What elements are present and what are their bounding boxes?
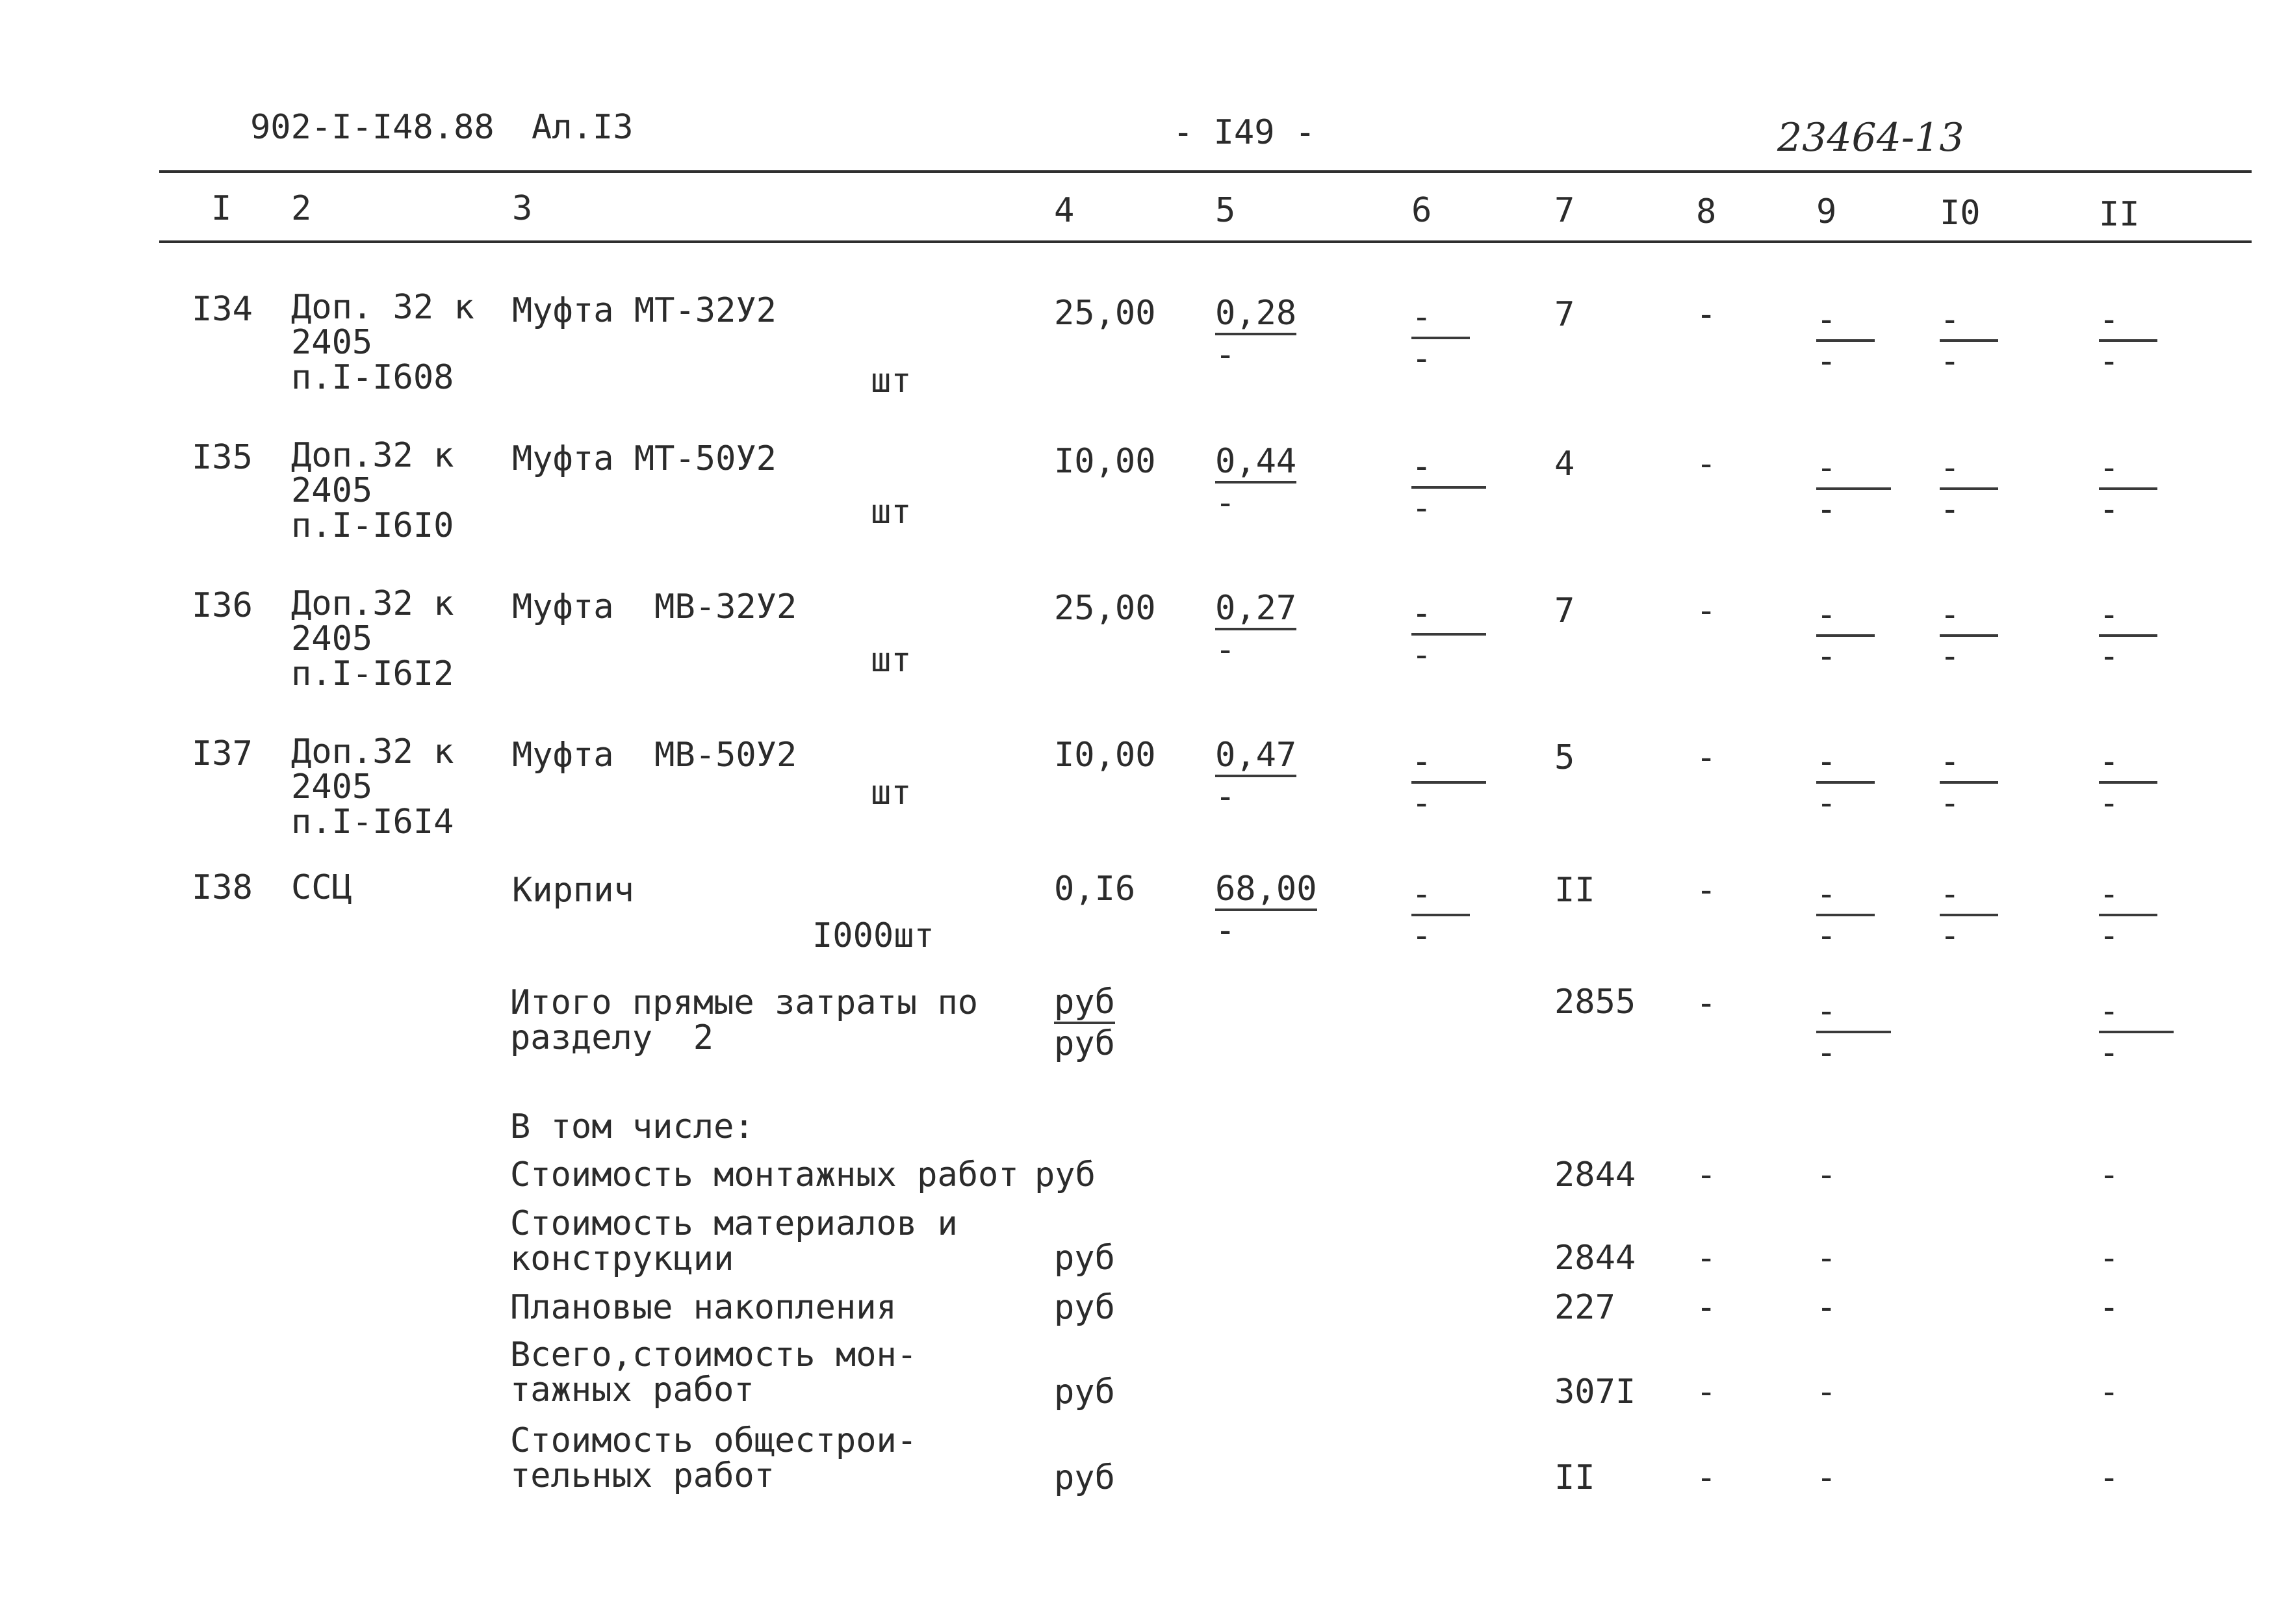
- row-col7: II: [1554, 871, 1595, 910]
- col-header-8: 8: [1696, 192, 1717, 231]
- row-col9: - -: [1816, 303, 1875, 378]
- price-dash: -: [1215, 777, 1236, 816]
- summary-col8: -: [1696, 1458, 1717, 1497]
- row-col9: - -: [1816, 877, 1875, 953]
- row-col10: - -: [1940, 451, 1998, 526]
- row-col9: - -: [1816, 598, 1875, 673]
- summary-col8: -: [1696, 1373, 1717, 1411]
- summary-label: Плановые накопления: [510, 1288, 897, 1327]
- row-name: Муфта МВ-32У2: [512, 587, 797, 626]
- col-header-4: 4: [1054, 191, 1075, 230]
- summary-col8: -: [1696, 1288, 1717, 1327]
- row-quantity: I0,00: [1054, 736, 1156, 775]
- header-top-rule: [159, 170, 2252, 173]
- doc-code: 902-I-I48.88: [250, 108, 495, 147]
- row-col10: - -: [1940, 303, 1998, 378]
- row-price: [1215, 591, 1296, 667]
- row-unit: шт: [871, 773, 912, 812]
- row-number: I35: [192, 438, 253, 477]
- summary-col9: -: [1816, 1373, 1837, 1411]
- price-dash: -: [1215, 630, 1236, 669]
- summary-unit: руб: [1054, 1373, 1115, 1411]
- price-value: 0,47: [1215, 738, 1296, 777]
- total-unit: руб руб: [1054, 983, 1115, 1063]
- row-unit: шт: [871, 361, 912, 400]
- total-col9: - -: [1816, 994, 1891, 1070]
- summary-col11: -: [2099, 1458, 2120, 1497]
- total-label: Итого прямые затраты по разделу 2: [510, 983, 979, 1057]
- total-col8: -: [1696, 984, 1717, 1023]
- summary-col9: -: [1816, 1155, 1837, 1194]
- summary-col8: -: [1696, 1155, 1717, 1194]
- row-col7: 7: [1554, 295, 1575, 334]
- summary-col7: 227: [1554, 1288, 1615, 1327]
- row-col8: -: [1696, 295, 1717, 334]
- row-col7: 5: [1554, 738, 1575, 777]
- row-name: Муфта МВ-50У2: [512, 736, 797, 775]
- row-number: I38: [192, 868, 253, 907]
- row-col11: - -: [2099, 451, 2157, 526]
- summary-col11: -: [2099, 1239, 2120, 1278]
- price-value: 68,00: [1215, 872, 1317, 911]
- col-header-7: 7: [1554, 191, 1575, 230]
- summary-unit: руб: [1035, 1155, 1096, 1194]
- price-dash: -: [1215, 483, 1236, 522]
- row-col11: - -: [2099, 303, 2157, 378]
- row-col10: - -: [1940, 598, 1998, 673]
- row-col11: - -: [2099, 877, 2157, 953]
- summary-label: Стоимость монтажных работ: [510, 1155, 1019, 1194]
- row-col6: - -: [1411, 597, 1486, 672]
- including-label: В том числе:: [510, 1107, 754, 1146]
- summary-unit: руб: [1054, 1288, 1115, 1327]
- summary-col9: -: [1816, 1239, 1837, 1278]
- summary-col11: -: [2099, 1288, 2120, 1327]
- row-number: I37: [192, 734, 253, 773]
- row-basis: Доп. 32 к 2405 п.I-I608: [291, 288, 474, 397]
- summary-unit: руб: [1054, 1239, 1115, 1278]
- album-number: Ал.I3: [532, 108, 634, 147]
- summary-label: Стоимость общестрои- тельных работ: [510, 1421, 918, 1495]
- row-quantity: 25,00: [1054, 294, 1156, 333]
- price-value: 0,27: [1215, 591, 1296, 630]
- col-header-1: I: [211, 189, 232, 228]
- total-col11: - -: [2099, 994, 2174, 1070]
- col-header-6: 6: [1411, 191, 1432, 230]
- col-header-11: II: [2099, 195, 2140, 234]
- summary-col7: II: [1554, 1458, 1595, 1497]
- row-col6: - -: [1411, 300, 1470, 376]
- row-name: Муфта МТ-50У2: [512, 439, 777, 478]
- total-col7: 2855: [1554, 983, 1636, 1022]
- row-name: Кирпич: [512, 871, 634, 910]
- col-header-5: 5: [1215, 191, 1236, 230]
- row-price: [1215, 738, 1296, 814]
- row-quantity: 25,00: [1054, 589, 1156, 628]
- page-number: - I49 -: [1173, 113, 1316, 152]
- summary-col8: -: [1696, 1239, 1717, 1278]
- summary-col11: -: [2099, 1155, 2120, 1194]
- row-price: [1215, 870, 1317, 950]
- col-header-3: 3: [512, 189, 533, 228]
- summary-label: Всего,стоимость мон- тажных работ: [510, 1335, 918, 1410]
- summary-label: Стоимость материалов и конструкции: [510, 1204, 958, 1278]
- row-basis: ССЦ: [291, 868, 352, 907]
- row-basis: Доп.32 к 2405 п.I-I6I4: [291, 732, 454, 842]
- row-quantity: 0,I6: [1054, 870, 1136, 909]
- row-col6: - -: [1411, 450, 1486, 525]
- summary-col11: -: [2099, 1373, 2120, 1411]
- row-quantity: I0,00: [1054, 442, 1156, 481]
- summary-col9: -: [1816, 1288, 1837, 1327]
- row-number: I36: [192, 586, 253, 625]
- header-bottom-rule: [159, 240, 2252, 243]
- price-dash: -: [1215, 911, 1236, 950]
- row-name: Муфта МТ-32У2: [512, 291, 777, 330]
- summary-col7: 2844: [1554, 1155, 1636, 1194]
- row-col7: 7: [1554, 591, 1575, 630]
- row-unit: I000шт: [812, 916, 934, 955]
- row-unit: шт: [871, 493, 912, 532]
- row-col9: - -: [1816, 745, 1875, 820]
- row-col6: - -: [1411, 745, 1486, 820]
- row-col11: - -: [2099, 598, 2157, 673]
- summary-unit: руб: [1054, 1458, 1115, 1497]
- row-price: [1215, 296, 1296, 372]
- row-col9: - -: [1816, 451, 1891, 526]
- row-basis: Доп.32 к 2405 п.I-I6I0: [291, 436, 454, 545]
- summary-col7: 2844: [1554, 1239, 1636, 1278]
- row-col7: 4: [1554, 445, 1575, 483]
- row-col8: -: [1696, 738, 1717, 777]
- row-basis: Доп.32 к 2405 п.I-I6I2: [291, 584, 454, 693]
- price-dash: -: [1215, 335, 1236, 374]
- row-col8: -: [1696, 591, 1717, 630]
- row-col8: -: [1696, 445, 1717, 483]
- col-header-2: 2: [291, 189, 312, 228]
- row-col8: -: [1696, 871, 1717, 910]
- row-unit: шт: [871, 641, 912, 680]
- price-value: 0,44: [1215, 445, 1296, 483]
- row-number: I34: [192, 290, 253, 329]
- row-price: [1215, 442, 1297, 522]
- price-value: 0,28: [1215, 296, 1296, 335]
- row-col10: - -: [1940, 745, 1998, 820]
- summary-col7: 307I: [1554, 1373, 1636, 1411]
- summary-col9: -: [1816, 1458, 1837, 1497]
- col-header-9: 9: [1816, 192, 1837, 231]
- col-header-10: I0: [1940, 194, 1981, 233]
- row-col10: - -: [1940, 877, 1998, 953]
- row-col6: - -: [1411, 877, 1470, 953]
- stamp-number: 23464-13: [1777, 115, 1964, 161]
- row-col11: - -: [2099, 745, 2157, 820]
